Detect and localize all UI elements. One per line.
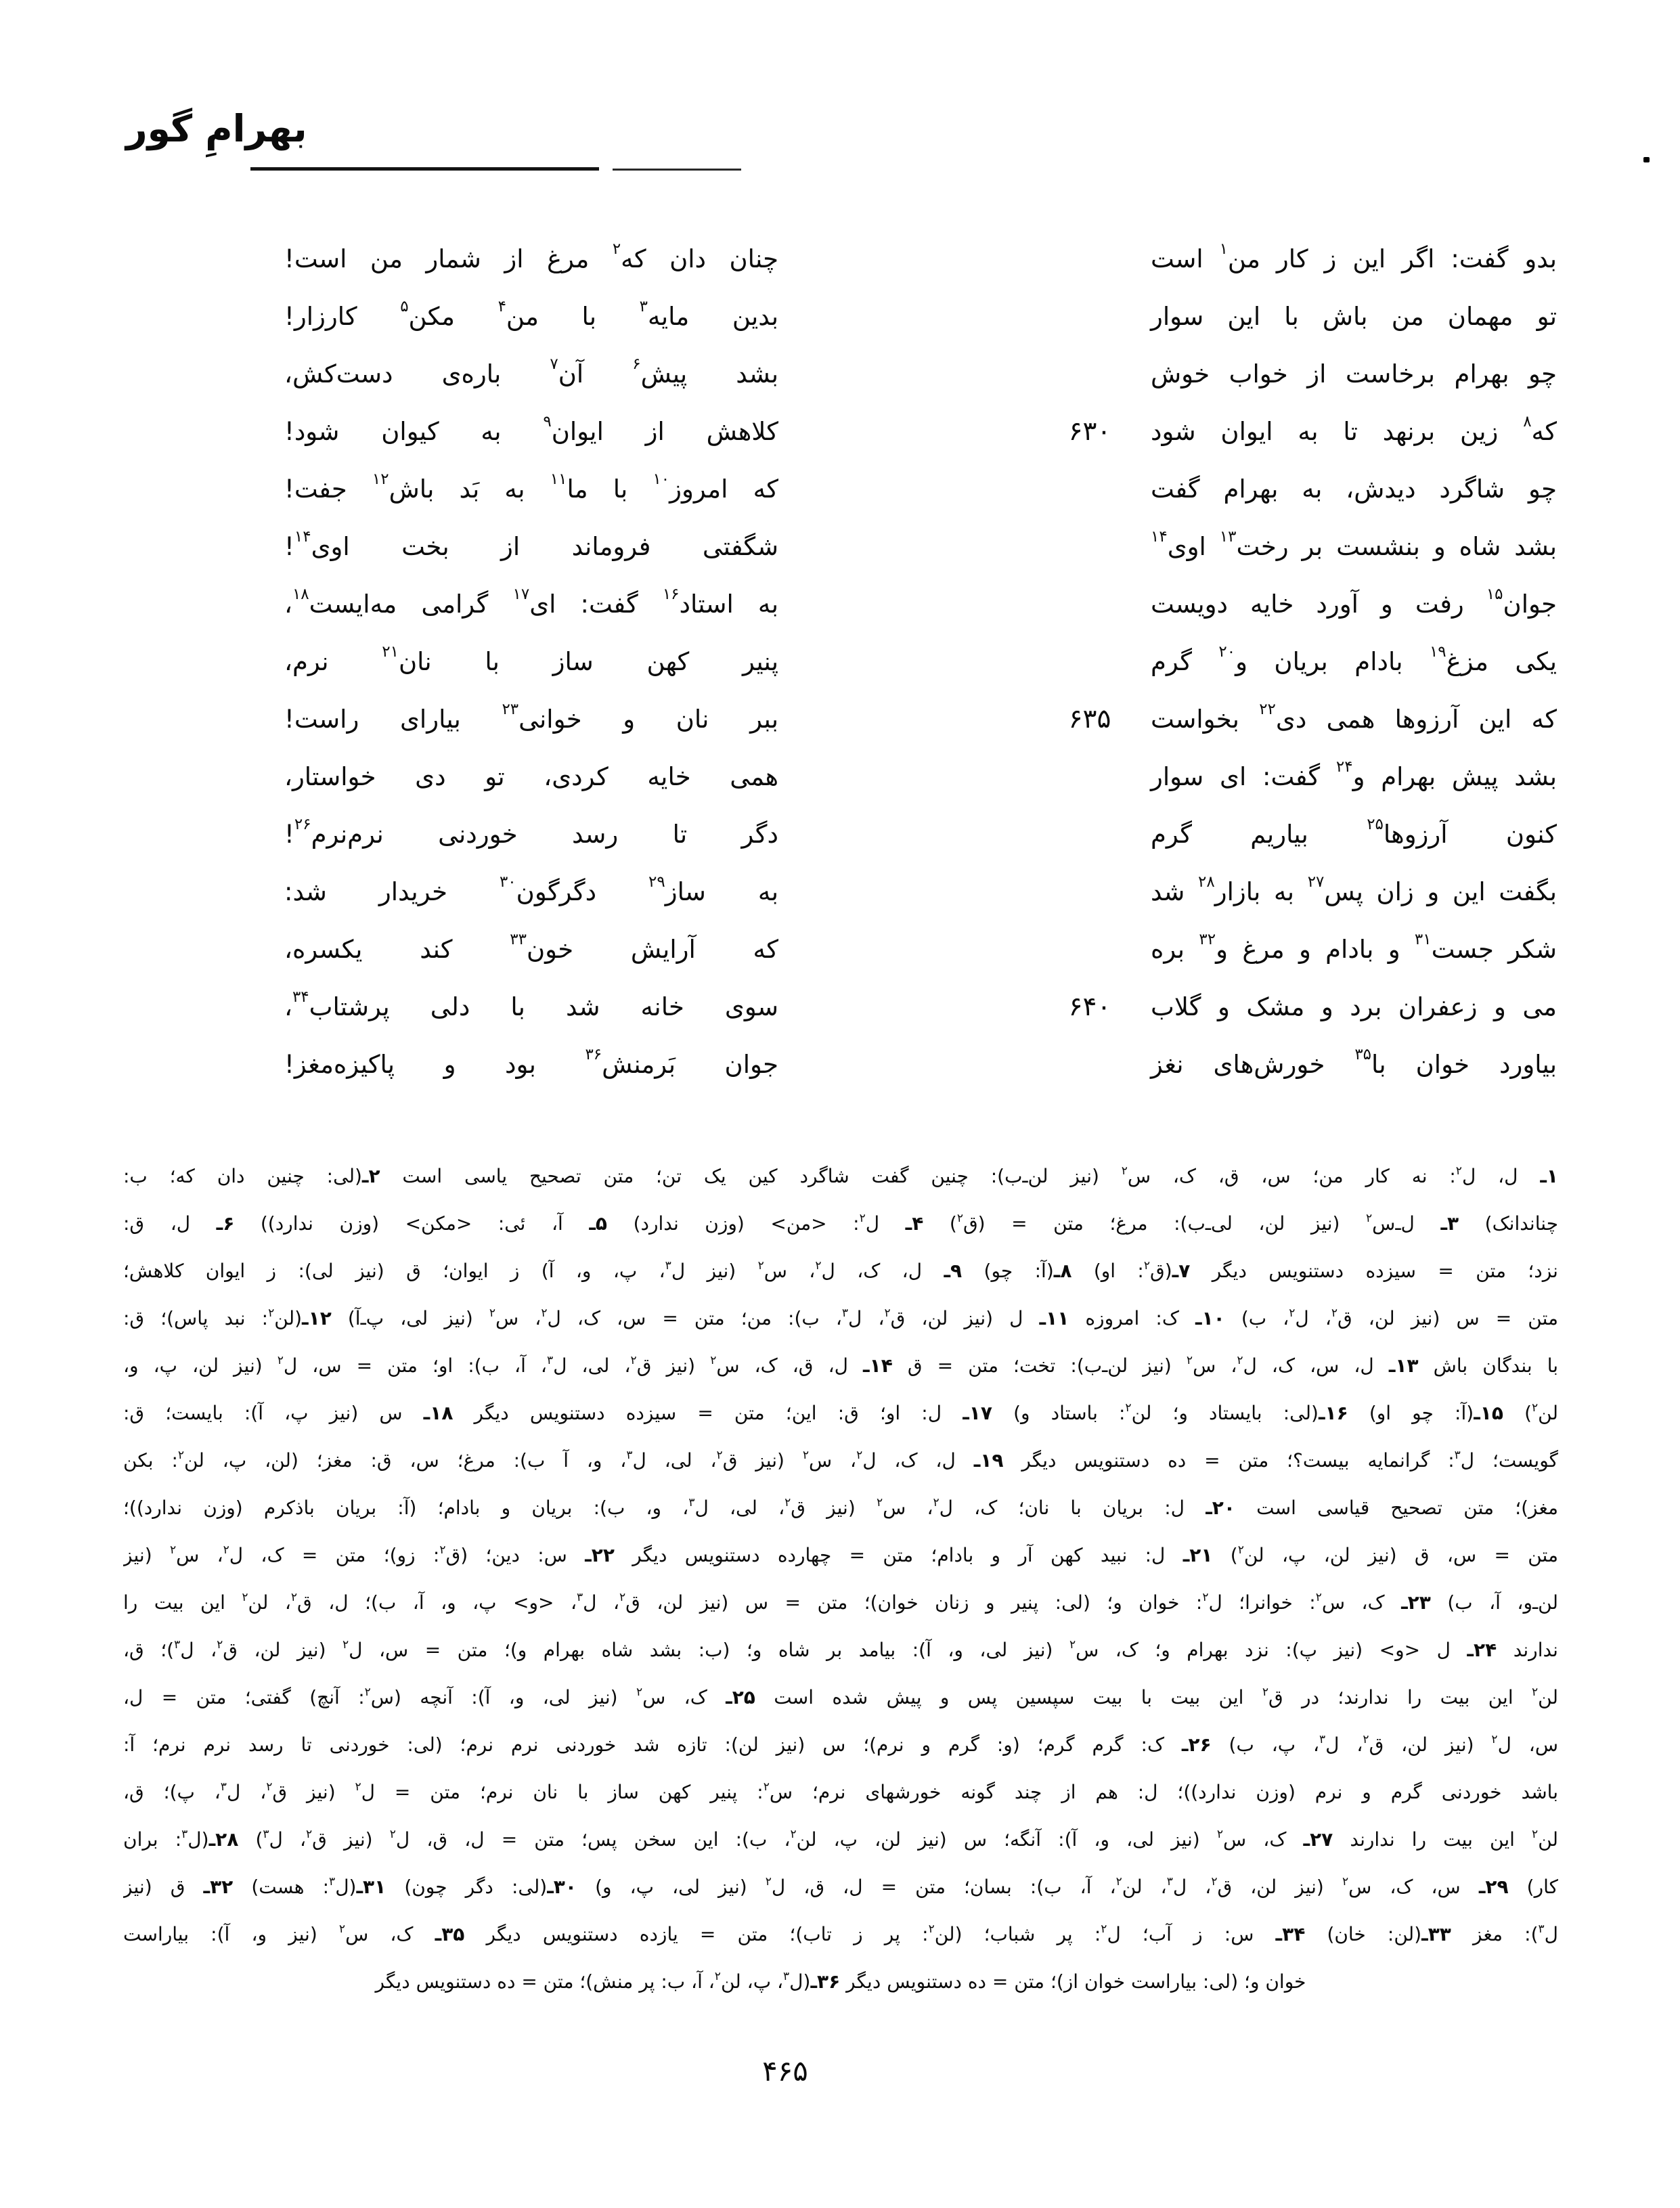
footnote-line: چناندانک) ۳ـ ل‌ـ‌س$^۲$ (نیز لن، لی‌ـ‌ب): مرغ؛ متن = (ق$^۲$) ۴ـ ل$^۲$: <من> (وزن ندارد) ۵ـ آ، ئی: <مکن> (وزن ندارد)) ۶ـ ل، ق:: [123, 1212, 1558, 1235]
hemistich-left: چنان دان که$^۲$ مرغ از شمار من است!: [284, 240, 778, 273]
hemistich-left: که امروز$^{۱۰}$ با ما$^{۱۱}$ به بَد باش$^{۱۲}$ جفت!: [284, 470, 779, 504]
couplet-row: [284, 345, 1557, 403]
hemistich-left: ببر نان و خوانی$^{۲۳}$ بیارای راست!: [284, 701, 778, 734]
hemistich-left: به ساز$^{۲۹}$ دگرگون$^{۳۰}$ خریدار شد:: [284, 873, 778, 906]
hemistich-left: به استاد$^{۱۶}$ گفت: ای$^{۱۷}$ گرامی مه‌ایست$^{۱۸}$،: [284, 586, 778, 619]
couplet-row: [284, 403, 1557, 460]
hemistich-right: بشد پیش بهرام و$^{۲۴}$ گفت: ای سوار: [1151, 758, 1557, 791]
hemistich-left: همی خایه کردی، تو دی خواستار،: [284, 762, 778, 791]
hemistich-left: کلاهش از ایوان$^۹$ به کیوان شود!: [284, 413, 778, 446]
hemistich-right: یکی مزغ$^{۱۹}$ بادام بریان و$^{۲۰}$ گرم: [1151, 643, 1557, 676]
footnote-line: س، ل$^۲$ (نیز لن، ق$^۲$، ل$^۳$، پ، ب) ۲۶ـ ک: گرم گرم؛ (و: گرم و نرم)؛ س (نیز لن): تازه شد خوردنی نرم نرم؛ (لی: خوردنی تا رسد نرم نرم؛ آ:: [123, 1733, 1558, 1756]
footnote-line: لن$^۲$ این بیت را ندارند؛ در ق$^۲$ این بیت با بیت سپسین پس و پیش شده است ۲۵ـ ک، س$^۲$ (نیز لی، و، آ): آنچه (س$^۲$: آنچ) گفتی؛ متن = ل،: [123, 1685, 1558, 1708]
footnote-line: لن$^۲$) ۱۵ـ(آ: چو او) ۱۶ـ(لی: بایستاد و؛ لن$^۲$: باستاد و) ۱۷ـ ل: او؛ ق: این؛ متن = سیزده دستنویس دیگر ۱۸ـ س (نیز پ، آ): بایست؛ ق:: [123, 1401, 1558, 1424]
couplet-row: [284, 690, 1557, 748]
couplet-row: [284, 518, 1557, 575]
hemistich-right: بدو گفت: اگر این ز کار من$^۱$ است: [1151, 240, 1557, 273]
footnote-line: نزد؛ متن = سیزده دستنویس دیگر ۷ـ(ق$^۲$: او) ۸ـ(آ: چو) ۹ـ ل، ک، ل$^۲$، س$^۲$ (نیز ل$^۳$، پ، و، آ) ز ایوان؛ ق (نیز لی): ز ایوان کلاهش؛: [123, 1259, 1558, 1282]
hemistich-right: بیاورد خوان با$^{۳۵}$ خورش‌های نغز: [1151, 1046, 1557, 1079]
footnote-line: ۱ـ ل، ل$^۲$: نه کار من؛ س، ق، ک، س$^۲$ (نیز لن‌ـ‌ب): چنین گفت شاگرد کین یک تن؛ متن تصحیح یاسی است ۲ـ(لی: چنین دان که؛ ب:: [123, 1164, 1558, 1187]
couplet-row: [284, 921, 1557, 978]
couplet-row: [284, 805, 1557, 863]
couplet-row: [284, 748, 1557, 805]
hemistich-right: شکر جست$^{۳۱}$ و بادام و مرغ و$^{۳۲}$ بره: [1151, 931, 1557, 964]
hemistich-left: دگر تا رسد خوردنی نرم‌نرم$^{۲۶}$!: [284, 816, 778, 849]
verse-number: ۶۳۰: [1068, 416, 1111, 447]
hemistich-left: پنیر کهن ساز با نان$^{۲۱}$ نرم،: [284, 643, 778, 676]
hemistich-right: بگفت این و زان پس$^{۲۷}$ به بازار$^{۲۸}$ شد: [1151, 873, 1557, 906]
critical-apparatus: [123, 1153, 1558, 2006]
footnote-line: کار) ۲۹ـ س، ک، س$^۲$ (نیز لن، ق$^۲$، ل$^۳$، لن$^۲$، آ، ب): بسان؛ متن = ل، ق، ل$^۲$ (نیز لی، پ، و) ۳۰ـ(لی: دگر چون) ۳۱ـ(ل$^۳$: هست) ۳۲ـ ق (نیز: [123, 1875, 1558, 1898]
hemistich-right: بشد شاه و بنشست بر رخت$^{۱۳}$ اوی$^{۱۴}$: [1151, 528, 1557, 561]
hemistich-left: که آرایش خون$^{۳۳}$ کند یکسره،: [284, 931, 778, 964]
header-rule: [250, 167, 599, 171]
verse-number: ۶۴۰: [1068, 992, 1111, 1022]
hemistich-left: بدین مایه$^۳$ با من$^۴$ مکن$^۵$ کارزار!: [284, 298, 779, 331]
couplet-row: [284, 863, 1557, 921]
hemistich-right: تو مهمان من باش با این سوار: [1151, 302, 1557, 331]
hemistich-right: چو بهرام برخاست از خواب خوش: [1151, 359, 1557, 389]
footnote-line: ل$^۳$): مغز ۳۳ـ(لن: خان) ۳۴ـ س: ز آب؛ ل$^۲$: پر شباب؛ (لن$^۲$: پر ز تاب)؛ متن = یازده دستنویس دیگر ۳۵ـ ک، س$^۲$ (نیز و، آ): بیاراست: [123, 1922, 1558, 1945]
couplet-row: [284, 978, 1557, 1036]
hemistich-left: جوان بَرمنش$^{۳۶}$ بود و پاکیزه‌مغز!: [284, 1046, 778, 1079]
footnote-line: با بندگان باش ۱۳ـ ل، س، ک، ل$^۲$، س$^۲$ (نیز لن‌ـ‌ب): تخت؛ متن = ق ۱۴ـ ل، ق، ک، س$^۲$ (نیز ق$^۲$، لی، ل$^۳$، آ، ب): او؛ متن = س، ل$^۲$ (نیز لن، پ، و،: [123, 1354, 1558, 1377]
footnote-line: گویست؛ ل$^۳$: گرانمایه بیست؟؛ متن = ده دستنویس دیگر ۱۹ـ ل، ک، ل$^۲$، س$^۲$ (نیز ق$^۲$، لی، ل$^۳$، و، آ ب): مرغ؛ س، ق: مغز؛ (لن، پ، لن$^۲$: بکن: [123, 1449, 1558, 1472]
hemistich-left: شگفتی فروماند از بخت اوی$^{۱۴}$!: [284, 528, 778, 561]
hemistich-right: چو شاگرد دیدش، به بهرام گفت: [1151, 474, 1557, 504]
hemistich-right: جوان$^{۱۵}$ رفت و آورد خایه دویست: [1151, 586, 1557, 619]
hemistich-right: که$^۸$ زین برنهد تا به ایوان شود: [1151, 413, 1557, 446]
header-rule-segment: [613, 169, 741, 171]
hemistich-right: که این آرزوها همی دی$^{۲۲}$ بخواست: [1151, 701, 1557, 734]
footnote-line: لن$^۲$ این بیت را ندارند ۲۷ـ ک، س$^۲$ (نیز لی، و، آ): آنگه؛ س (نیز لن، پ، لن$^۲$، ب): این سخن پس؛ متن = ل، ق، ل$^۲$ (نیز ق$^۲$، ل$^۳$) ۲۸ـ(ل$^۳$: بران: [123, 1828, 1558, 1851]
folio-number: ۴۶۵: [762, 2054, 808, 2088]
couplet-row: [284, 633, 1557, 690]
verse-number: ۶۳۵: [1068, 704, 1111, 734]
footnote-line: متن = س (نیز لن، ق$^۲$، ل$^۲$، ب) ۱۰ـ ک: امروزه ۱۱ـ ل (نیز لن، ق$^۲$، ل$^۳$، ب): من؛ متن = س، ک، ل$^۲$، س$^۲$ (نیز لی، پ‌ـ‌آ) ۱۲ـ(لن$^۲$: نبد پاس)؛ ق:: [123, 1306, 1558, 1329]
couplet-row: [284, 575, 1557, 633]
footnote-line: لن‌ـ‌و، آ، ب) ۲۳ـ ک، س$^۲$: خوانرا؛ ل$^۲$: خوان و؛ (لی: پنیر و زنان خوان)؛ متن = س (نیز لن، ق$^۲$، ل$^۳$، <و> پ، و، آ، ب)؛ ل، ق$^۲$، لن$^۲$ این بیت را: [123, 1591, 1558, 1614]
footnote-line: مغز)؛ متن تصحیح قیاسی است ۲۰ـ ل: بریان با نان؛ ک، ل$^۲$، س$^۲$ (نیز ق$^۲$، لی، ل$^۳$، و، ب): بریان و بادام؛ (آ: بریان باذکرم (وزن ندارد))؛: [123, 1496, 1558, 1519]
running-head-title: بهرامِ گور: [126, 107, 307, 150]
hemistich-right: کنون آرزوها$^{۲۵}$ بیاریم گرم: [1151, 816, 1557, 849]
footnote-line: ندارند ۲۴ـ ل <و> (نیز پ): نزد بهرام و؛ ک، س$^۲$ (نیز لی، و، آ): بیامد بر شاه و؛ (ب: بشد شاه بهرام و)؛ متن = س، ل$^۲$ (نیز لن، ق$^۲$، ل$^۳$)؛ ق،: [123, 1638, 1558, 1661]
hemistich-left: سوی خانه شد با دلی پرشتاب$^{۳۴}$،: [284, 988, 778, 1021]
footnote-line: متن = س، ق (نیز لن، پ، لن$^۲$) ۲۱ـ ل: نبید کهن آر و بادام؛ متن = چهارده دستنویس دیگر ۲۲ـ س: دین؛ (ق$^۲$: زو)؛ متن = ک، ل$^۲$، س$^۲$ (نیز: [123, 1543, 1558, 1566]
poem-block: [284, 230, 1557, 1093]
hemistich-left: بشد پیش$^۶$ آن$^۷$ باره‌ی دست‌کش،: [284, 355, 778, 389]
footnote-line: خوان و؛ (لی: بیاراست خوان از)؛ متن = ده دستنویس دیگر ۳۶ـ(ل$^۳$، پ، لن$^۲$، آ، ب: پر منش)؛ متن = ده دستنویس دیگر: [375, 1970, 1306, 1993]
hemistich-right: می و زعفران برد و مشک و گلاب: [1151, 992, 1557, 1021]
couplet-row: [284, 288, 1557, 345]
couplet-row: [284, 460, 1557, 518]
print-speck: [1643, 157, 1650, 162]
couplet-row: [284, 230, 1557, 288]
couplet-row: [284, 1036, 1557, 1093]
footnote-line: باشد خوردنی گرم و نرم (وزن ندارد))؛ ل: هم از چند گونه خورشهای نرم؛ س$^۲$: پنیر کهن ساز با نان نرم؛ متن = ل$^۲$ (نیز ق$^۲$، ل$^۳$، پ)؛ ق،: [123, 1780, 1558, 1803]
